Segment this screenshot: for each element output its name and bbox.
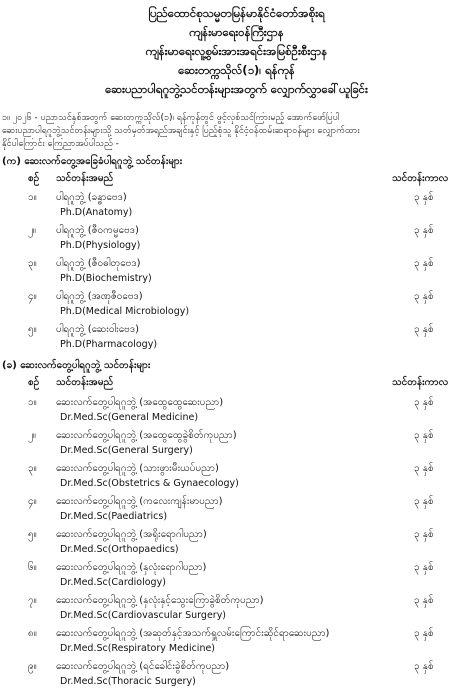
course-name-english: Dr.Med.Sc(Respiratory Medicine)	[60, 643, 216, 654]
item-number: ၂။	[28, 430, 36, 441]
list-item	[0, 256, 473, 290]
list-item	[0, 494, 473, 528]
course-duration: ၃ နှစ်	[414, 192, 434, 203]
course-duration: ၃ နှစ်	[414, 595, 434, 606]
course-duration: ၃ နှစ်	[414, 291, 434, 302]
course-name-english: Ph.D(Medical Microbiology)	[60, 306, 190, 317]
header-ministry: ကျန်းမာရေးဝန်ကြီးဌာန	[189, 25, 284, 39]
list-item	[0, 395, 473, 429]
list-item	[0, 560, 473, 594]
item-number: ၃။	[28, 258, 37, 269]
course-name-english: Dr.Med.Sc(Cardiology)	[60, 577, 166, 588]
list-item	[0, 289, 473, 323]
list-item	[0, 527, 473, 561]
document-header	[0, 4, 473, 99]
course-name-myanmar: ဆေးလက်တွေ့ပါရဂူဘွဲ့ (သားဖွားမီးယပ်ပညာ)	[56, 463, 219, 474]
section-b-title: (ခ) ဆေးလက်တွေ့ပါရဂူဘွဲ့ သင်တန်းများ	[2, 360, 151, 371]
list-item	[0, 593, 473, 627]
list-item	[0, 626, 473, 660]
item-number: ၅။	[28, 529, 37, 540]
course-duration: ၃ နှစ်	[414, 661, 434, 672]
course-name-english: Ph.D(Anatomy)	[60, 207, 133, 218]
header-government: ပြည်ထောင်စုသမ္မတမြန်မာနိုင်ငံတော်အစိုးရ	[148, 6, 325, 20]
intro-paragraph	[2, 112, 470, 151]
list-item	[0, 223, 473, 257]
course-name-english: Dr.Med.Sc(Thoracic Surgery)	[60, 676, 196, 687]
section-b-col-no: စဉ်	[28, 377, 40, 388]
item-number: ၁။	[28, 397, 37, 408]
course-name-english: Ph.D(Pharmacology)	[60, 339, 158, 350]
list-item	[0, 659, 473, 693]
course-name-myanmar: ဆေးလက်တွေ့ပါရဂူဘွဲ့ (နှလုံးရောဂါပညာ)	[56, 562, 207, 573]
list-item	[0, 322, 473, 356]
course-name-myanmar: ဆေးလက်တွေ့ပါရဂူဘွဲ့ (အထွေထွေခွဲစိတ်ကုပညာ)	[56, 430, 237, 441]
course-duration: ၃ နှစ်	[414, 529, 434, 540]
item-number: ၄။	[28, 496, 37, 507]
section-a-col-name: သင်တန်းအမည်	[56, 173, 114, 184]
course-name-myanmar: ဆေးလက်တွေ့ပါရဂူဘွဲ့ (အရိုးရောဂါပညာ)	[56, 529, 207, 540]
list-item	[0, 461, 473, 495]
section-a-col-no: စဉ်	[28, 173, 40, 184]
item-number: ၆။	[28, 562, 37, 573]
course-duration: ၃ နှစ်	[414, 463, 434, 474]
course-name-english: Dr.Med.Sc(General Surgery)	[60, 445, 193, 456]
course-name-english: Dr.Med.Sc(Orthopaedics)	[60, 544, 179, 555]
item-number: ၃။	[28, 463, 37, 474]
course-name-english: Ph.D(Biochemistry)	[60, 273, 152, 284]
section-a-title: (က) ဆေးလက်တွေ့အခြေခံပါရဂူဘွဲ့ သင်တန်းများ	[2, 156, 183, 167]
item-number: ၁။	[28, 192, 37, 203]
course-name-english: Ph.D(Physiology)	[60, 240, 141, 251]
course-name-myanmar: ပါရဂူဘွဲ့ (ခန္ဓာဗေဒ)	[56, 192, 127, 203]
item-number: ၇။	[28, 595, 37, 606]
course-duration: ၃ နှစ်	[414, 628, 434, 639]
course-duration: ၃ နှစ်	[414, 225, 434, 236]
intro-line-3: နိုင်ပါကြောင်း ကြေညာအပ်ပါသည် -	[2, 139, 119, 149]
course-name-myanmar: ပါရဂူဘွဲ့ (ဇီဝဓါတုဗေဒ)	[56, 258, 141, 269]
course-duration: ၃ နှစ်	[414, 324, 434, 335]
section-a-col-duration: သင်တန်းကာလ	[392, 173, 448, 184]
course-name-english: Dr.Med.Sc(Cardiovascular Surgery)	[60, 610, 227, 621]
course-name-english: Dr.Med.Sc(Paediatrics)	[60, 511, 168, 522]
header-title: ဆေးပညာပါရဂူဘွဲ့သင်တန်းများအတွက် လျှောက်လွှာခေါ်ယူခြင်း	[105, 82, 368, 96]
course-name-english: Dr.Med.Sc(Obstetrics & Gynaecology)	[60, 478, 239, 489]
course-name-english: Dr.Med.Sc(General Medicine)	[60, 412, 199, 423]
course-name-myanmar: ပါရဂူဘွဲ့ (ဇီဝကမ္မဗေဒ)	[56, 225, 139, 236]
section-b-col-duration: သင်တန်းကာလ	[392, 377, 448, 388]
course-name-myanmar: ဆေးလက်တွေ့ပါရဂူဘွဲ့ (ရင်ခေါင်းခွဲစိတ်ကုပညာ)	[56, 661, 230, 672]
course-name-myanmar: ဆေးလက်တွေ့ပါရဂူဘွဲ့ (ကလေးကျန်းမာပညာ)	[56, 496, 223, 507]
course-name-myanmar: ပါရဂူဘွဲ့ (ဆေးဝါးဗေဒ)	[56, 324, 139, 335]
item-number: ၈။	[28, 628, 37, 639]
item-number: ၄။	[28, 291, 37, 302]
course-duration: ၃ နှစ်	[414, 496, 434, 507]
course-name-myanmar: ပါရဂူဘွဲ့ (အဏုဇီဝဗေဒ)	[56, 291, 143, 302]
item-number: ၂။	[28, 225, 36, 236]
course-name-myanmar: ဆေးလက်တွေ့ပါရဂူဘွဲ့ (အဆုတ်နှင့်အသက်ရှူလမ်းကြောင်းဆိုင်ရာဆေးပညာ)	[56, 628, 330, 639]
intro-line-1: ၁။ ၂၀၂၆ - ပညာသင်နှစ်အတွက် ဆေးတက္ကသိုလ်(၁)၊ ရန်ကုန်တွင် ဖွင့်လှစ်သင်ကြားမည့် အောက်ဖော်ပြပါ	[2, 113, 340, 123]
course-duration: ၃ နှစ်	[414, 258, 434, 269]
intro-line-2: ဆေးပညာပါရဂူဘွဲ့သင်တန်းများသို့ သတ်မှတ်အရည်အချင်းနှင့် ပြည့်စုံသူ နိုင်ငံ့ဝန်ထမ်းဆရာဝန်များ လျှောက်ထား	[2, 126, 360, 136]
item-number: ၅။	[28, 324, 37, 335]
list-item	[0, 190, 473, 224]
list-item	[0, 428, 473, 462]
section-b-col-name: သင်တန်းအမည်	[56, 377, 114, 388]
header-department: ကျန်းမာရေးလူ့စွမ်းအားအရင်းအမြစ်ဦးစီးဌာန	[145, 44, 328, 58]
course-duration: ၃ နှစ်	[414, 562, 434, 573]
course-duration: ၃ နှစ်	[414, 397, 434, 408]
course-name-myanmar: ဆေးလက်တွေ့ပါရဂူဘွဲ့ (နှလုံးနှင့်သွေးကြောခွဲစိတ်ကုပညာ)	[56, 595, 264, 606]
item-number: ၉။	[28, 661, 37, 672]
header-university: ဆေးတက္ကသိုလ်(၁)၊ ရန်ကုန်	[178, 63, 295, 77]
course-name-myanmar: ဆေးလက်တွေ့ပါရဂူဘွဲ့ (အထွေထွေဆေးပညာ)	[56, 397, 224, 408]
course-duration: ၃ နှစ်	[414, 430, 434, 441]
